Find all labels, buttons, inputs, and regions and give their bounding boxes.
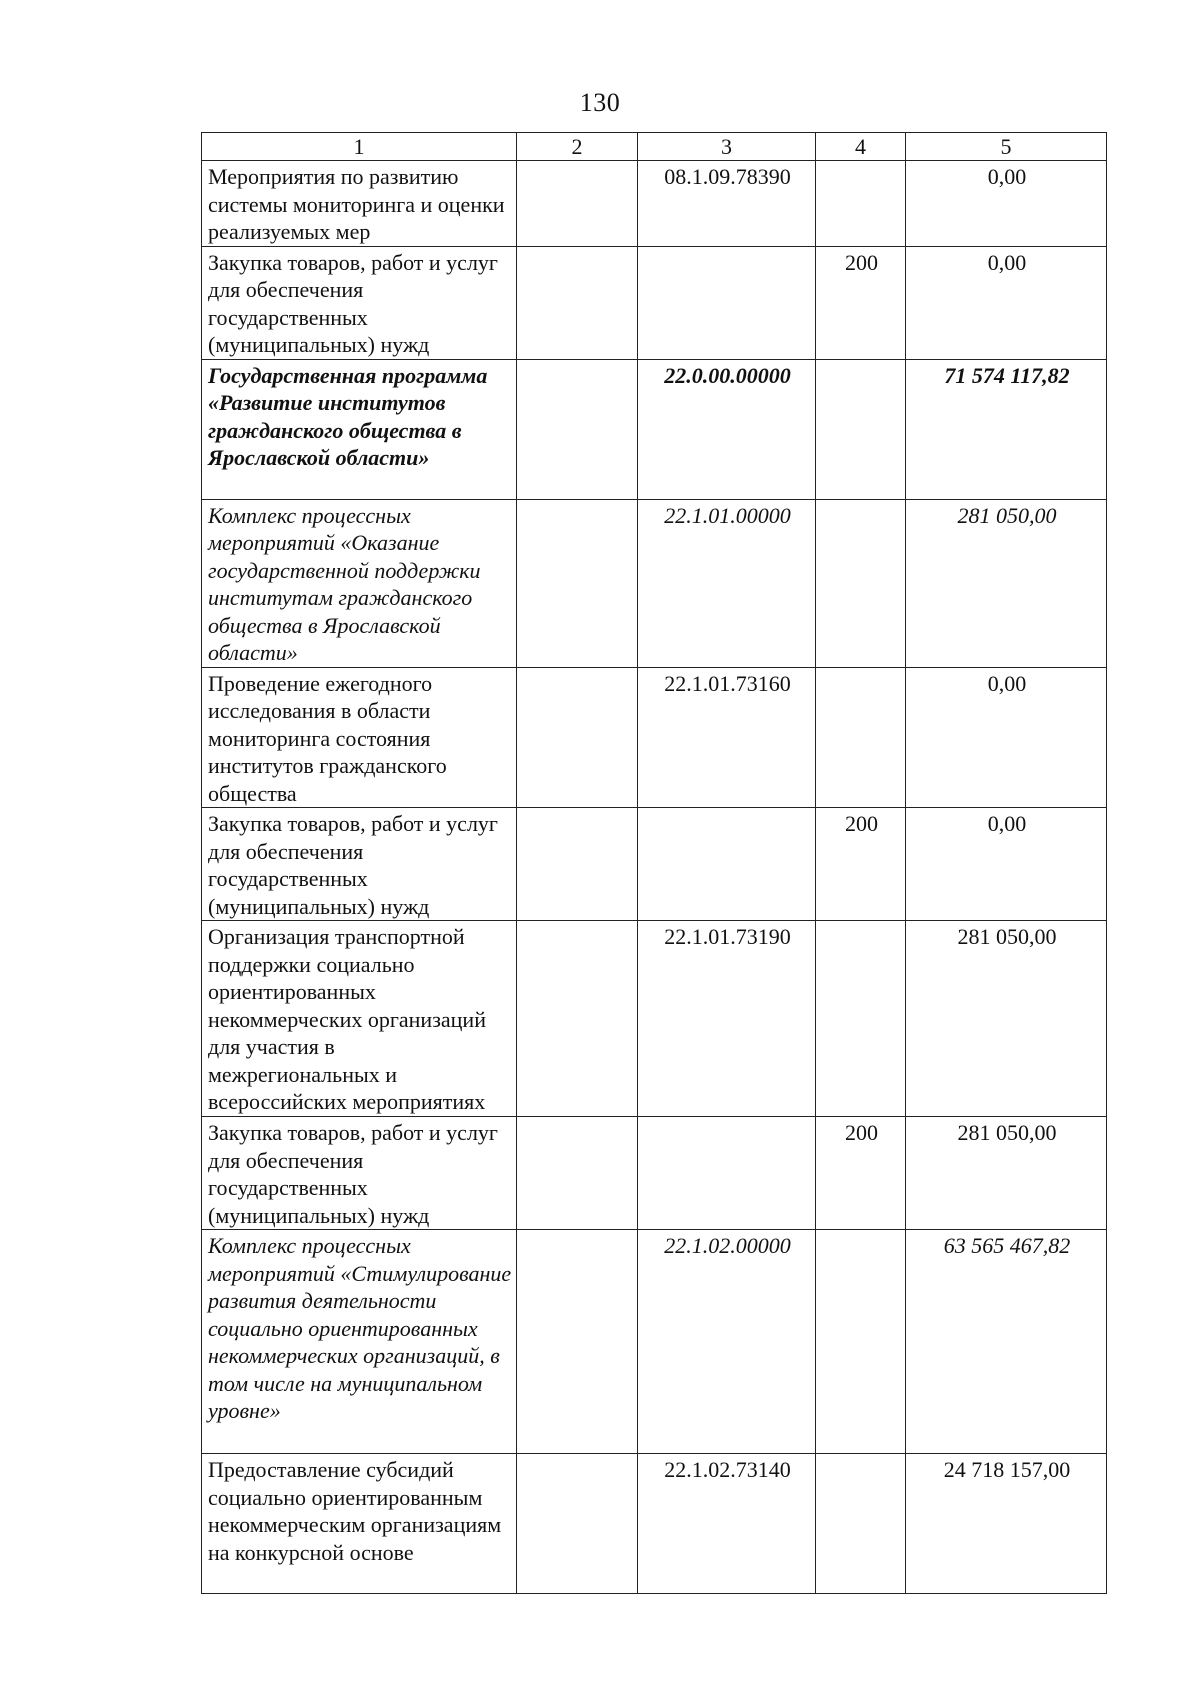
row-name: Закупка товаров, работ и услуг для обеспечения государственных (муниципальных) нужд — [202, 808, 517, 921]
row-name: Государственная программа «Развитие институтов гражданского общества в Ярославской области» — [202, 359, 517, 499]
table-row — [202, 808, 1107, 921]
row-amount: 24 718 157,00 — [906, 1454, 1107, 1594]
row-amount: 0,00 — [906, 667, 1107, 808]
row-type: 200 — [816, 808, 906, 921]
row-col2 — [517, 359, 638, 499]
column-header-2: 2 — [517, 133, 638, 161]
row-col2 — [517, 1117, 638, 1230]
row-type: 200 — [816, 246, 906, 359]
row-name: Организация транспортной поддержки социально ориентированных некоммерческих организаций для участия в межрегиональных и всероссийских мероприятиях — [202, 921, 517, 1117]
budget-table — [201, 132, 1107, 1594]
row-code — [638, 246, 816, 359]
row-code: 22.1.01.73160 — [638, 667, 816, 808]
row-type — [816, 499, 906, 667]
column-header-4: 4 — [816, 133, 906, 161]
table-row — [202, 161, 1107, 247]
row-col2 — [517, 1230, 638, 1454]
row-code — [638, 808, 816, 921]
row-amount: 71 574 117,82 — [906, 359, 1107, 499]
row-amount: 281 050,00 — [906, 499, 1107, 667]
row-code — [638, 1117, 816, 1230]
column-header-5: 5 — [906, 133, 1107, 161]
row-code: 08.1.09.78390 — [638, 161, 816, 247]
table-row — [202, 246, 1107, 359]
row-type — [816, 1454, 906, 1594]
row-col2 — [517, 667, 638, 808]
table-row — [202, 1230, 1107, 1454]
row-type — [816, 161, 906, 247]
table-row — [202, 359, 1107, 499]
table-header-row — [202, 133, 1107, 161]
row-name: Закупка товаров, работ и услуг для обеспечения государственных (муниципальных) нужд — [202, 1117, 517, 1230]
table-row — [202, 499, 1107, 667]
row-amount: 281 050,00 — [906, 1117, 1107, 1230]
column-header-3: 3 — [638, 133, 816, 161]
table-body — [202, 161, 1107, 1594]
row-code: 22.1.02.73140 — [638, 1454, 816, 1594]
row-col2 — [517, 161, 638, 247]
table-row — [202, 667, 1107, 808]
table-row — [202, 1117, 1107, 1230]
row-code: 22.1.01.73190 — [638, 921, 816, 1117]
row-type — [816, 1230, 906, 1454]
column-header-1: 1 — [202, 133, 517, 161]
row-name: Мероприятия по развитию системы мониторинга и оценки реализуемых мер — [202, 161, 517, 247]
row-name: Комплекс процессных мероприятий «Оказание государственной поддержки институтам гражданского общества в Ярославской области» — [202, 499, 517, 667]
row-name: Предоставление субсидий социально ориентированным некоммерческим организациям на конкурсной основе — [202, 1454, 517, 1594]
row-amount: 0,00 — [906, 246, 1107, 359]
row-name: Закупка товаров, работ и услуг для обеспечения государственных (муниципальных) нужд — [202, 246, 517, 359]
table-row — [202, 1454, 1107, 1594]
row-amount: 281 050,00 — [906, 921, 1107, 1117]
row-type — [816, 921, 906, 1117]
row-type: 200 — [816, 1117, 906, 1230]
row-col2 — [517, 246, 638, 359]
table-row — [202, 921, 1107, 1117]
row-name: Комплекс процессных мероприятий «Стимулирование развития деятельности социально ориентированных некоммерческих организаций, в том числе на муниципальном уровне» — [202, 1230, 517, 1454]
row-col2 — [517, 808, 638, 921]
row-code: 22.1.02.00000 — [638, 1230, 816, 1454]
row-name: Проведение ежегодного исследования в области мониторинга состояния институтов гражданского общества — [202, 667, 517, 808]
row-type — [816, 667, 906, 808]
row-col2 — [517, 921, 638, 1117]
row-col2 — [517, 499, 638, 667]
row-code: 22.1.01.00000 — [638, 499, 816, 667]
row-amount: 0,00 — [906, 161, 1107, 247]
row-amount: 0,00 — [906, 808, 1107, 921]
page-number: 130 — [579, 88, 621, 117]
row-type — [816, 359, 906, 499]
row-amount: 63 565 467,82 — [906, 1230, 1107, 1454]
row-code: 22.0.00.00000 — [638, 359, 816, 499]
row-col2 — [517, 1454, 638, 1594]
